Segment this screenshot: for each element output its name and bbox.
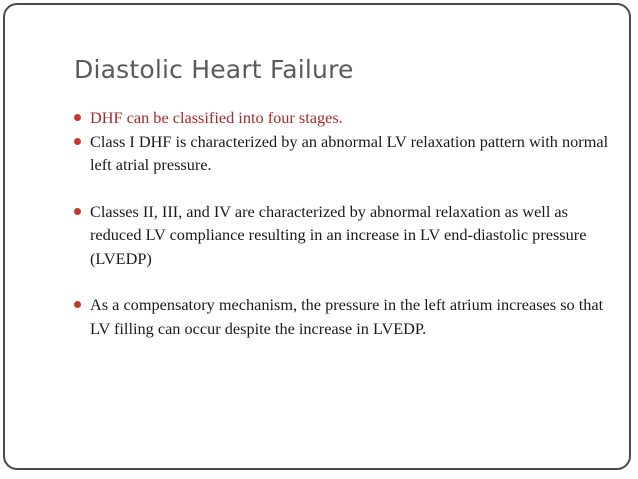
list-item xyxy=(74,200,614,271)
bullet-dot-icon xyxy=(74,138,81,145)
list-item xyxy=(74,130,614,177)
bullet-text: Class I DHF is characterized by an abnormal LV relaxation pattern with normal left atrial pressure. xyxy=(90,131,609,174)
list-item xyxy=(74,293,614,340)
slide-title: Diastolic Heart Failure xyxy=(74,55,354,84)
bullet-text: DHF can be classified into four stages. xyxy=(90,108,343,127)
list-item xyxy=(74,106,614,130)
bullet-text: As a compensatory mechanism, the pressure in the left atrium increases so that LV filling can occur despite the increase in LVEDP. xyxy=(90,295,604,338)
bullet-list xyxy=(74,106,614,340)
bullet-dot-icon xyxy=(74,208,81,215)
bullet-dot-icon xyxy=(74,301,81,308)
bullet-text: Classes II, III, and IV are characterized by abnormal relaxation as well as reduced LV compliance resulting in an increase in LV end-diastolic pressure (LVEDP) xyxy=(90,201,587,268)
bullet-dot-icon xyxy=(74,114,81,121)
